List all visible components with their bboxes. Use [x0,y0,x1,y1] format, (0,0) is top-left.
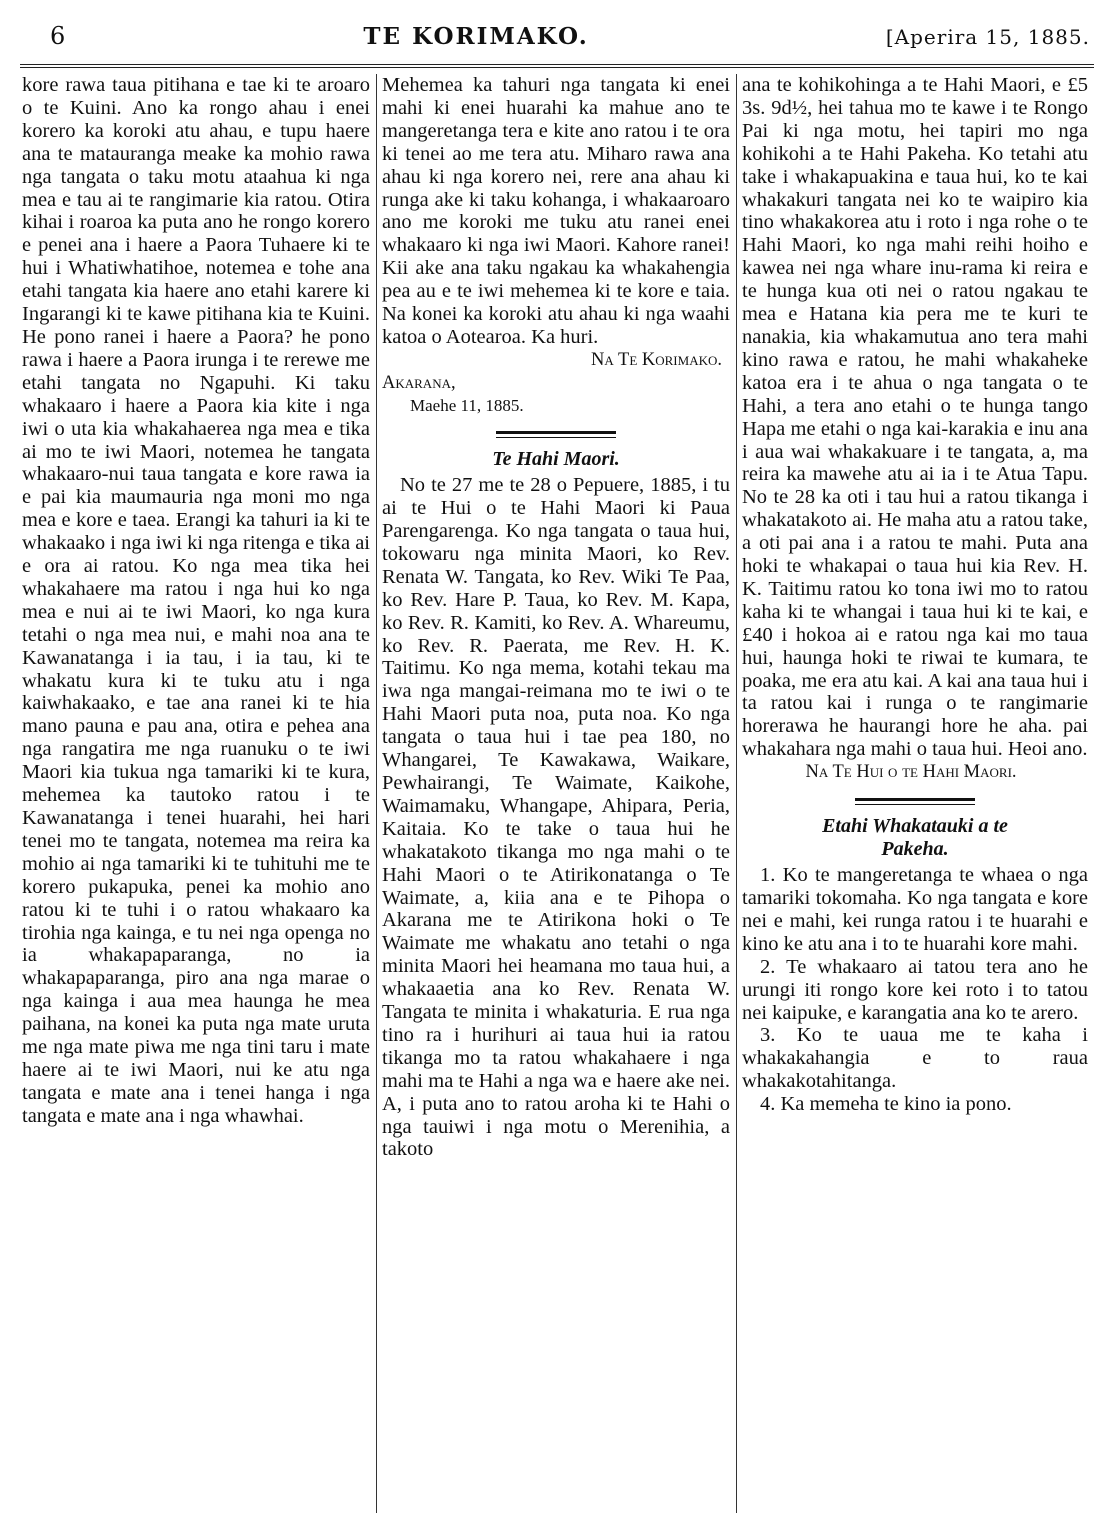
col2-place-date: Maehe 11, 1885. [410,395,524,415]
section-separator [855,798,975,805]
proverb-item-2: 2. Te whakaaro ai tatou tera ano he urungi iti rongo kore kei roto i to tatou nei kaipuke, e karangatia ana ko te arero. [742,955,1088,1024]
col2-paragraph-2: No te 27 me te 28 o Pepuere, 1885, i tu ai te Hui o te Hahi Maori ki Paua Parengarenga. Ko nga tangata o taua hui, tokowaru nga minita Maori, ko Rev. Renata W. Tangata, ko Rev. Wiki Te Paa, ko Rev. Hare P. Taua, ko Rev. M. Kapa, ko Rev. R. Kamiti, ko Rev. A. Whareumu, ko Rev. R. Paerata, me Rev. H. K. Taitimu. Ko nga mema, kotahi tekau ma iwa nga mangai-reimana mo te iwi o te Hahi Maori puta noa, puta noa. Ko nga tangata o taua hui i tae pea 180, no Whangarei, Te Kawakawa, Waikare, Pewhairangi, Te Waimate, Kaikohe, Waimamaku, Whangape, Ahipara, Peria, Kaitaia. Ko te take o taua hui he whakatakoto tikanga mo nga mahi o te Hahi Maori o te Atirikonatanga o Te Waimate, a, kiia ana e te Pihopa o Akarana me te Atirikona hoki o Te Waimate me whakatu ano tetahi o nga minita Maori hei heamana mo taua hui, a whakaaetia ana ko Rev. Renata W. Tangata te minita i whakaturia. E rua nga tino ra i hurihuri ai taua hui ia ratou tikanga mo ta ratou whakahaere i nga mahi ma te Hahi a nga wa e haere ake nei. A, i puta ano to ratou aroha ki te Hahi o nga tauiwi i nga motu o Merenihia, a takoto [382,474,730,1161]
column-divider-2 [736,74,737,1513]
col2-place: Akarana, [382,372,456,393]
col3-signature: Na Te Hui o te Hahi Maori. [805,762,1017,783]
header-rule [20,64,1094,65]
column-1 [22,74,370,1515]
masthead-title: TE KORIMAKO. [363,23,589,50]
article-heading-hahi-maori: Te Hahi Maori. [492,447,620,470]
page-header [20,22,1090,56]
header-rule-thin [20,67,1094,68]
column-3 [742,74,1088,1515]
proverb-item-4: 4. Ka memeha te kino ia pono. [760,1093,1012,1116]
col2-signature: Na Te Korimako. [590,349,722,370]
proverb-item-3: 3. Ko te uaua me te kaha i whakakahangia e to raua whakakotahitanga. [742,1024,1088,1093]
col2-paragraph-1: Mehemea ka tahuri nga tangata ki enei mahi ki enei huarahi ka mahue ano te mangeretanga tera e kite ano ratou i te ora ki tenei ao me tera atu. Miharo rawa ana ahau ki nga korero nei, rere ana ahau ki runga ake ki taku kohanga, i whakaaroaro ano me koroki me tuku atu ranei enei whakaaro ki nga iwi Maori. Kahore ranei! Kii ake ana taku ngakau ka whakahengia pea au e te iwi mehemea ki te kore e taia. Na konei ka koroki atu ahau ki nga waahi katoa o Aotearoa. Ka huri. [382,74,730,348]
issue-date: [Aperira 15, 1885. [885,25,1090,49]
column-divider-1 [376,74,377,1513]
page-number: 6 [50,22,67,50]
column-2 [382,74,730,1515]
col3-paragraph-1: ana te kohikohinga a te Hahi Maori, e £5 3s. 9d½, hei tahua mo te kawe i te Rongo Pai ki nga motu, hei tapiri mo nga kohikohi a te Hahi Pakeha. Ko tetahi atu take i whakapuakina e taua hui, ko te kai whakakuri tangata nei ko te waipiro kia tino whakakorea atu i roto i nga rohe o te Hahi Maori, ko nga mahi reihi hoiho e kawea nei nga whare inu-rama ki reira e te hunga kua oti nei o ratou ngakau te mea e Hatana kia pera me te kuri te nanakia, kia whakamutua ano tera mahi kino rawa e ratou, he mahi whakaheke katoa era i te ahua o nga tangata o te Hahi, a tera ano etahi o te hunga tango Hapa me etahi o nga kai-karakia e inu ana i aua wai whakakuare i te tangata, a, ma reira ka mawehe atu ai ia i te Atua Tapu. No te 28 ka oti i tau hui a ratou tikanga i whakatakoto ai. He maha atu a ratou take, a oti pai ana i a ratou te mahi. Puta ana hoki te whakapai o taua hui kia Rev. H. K. Taitimu ratou ko tona iwi mo to ratou kaha ki te whangai i taua hui ki te kai, e £40 i hokoa ai e ratou nga kai mo taua hui, haunga hoki te riwai te kumara, te poaka, me era atu kai. A kai ana taua hui i ta ratou kai i runga o te rangimarie horerawa he haurangi hore he aha. pai whakahara nga mahi o taua hui. Heoi ano. [742,74,1088,761]
proverb-item-1: 1. Ko te mangeretanga te whaea o nga tamariki tokomaha. Ko nga tangata e kore nei e mahi, kei runga ratou i te huarahi e kino ke atu ana i to te huarahi kore mahi. [742,864,1088,955]
article-heading-whakatauki: Etahi Whakatauki a te Pakeha. [822,815,1008,860]
col1-paragraph: kore rawa taua pitihana e tae ki te aroaro o te Kuini. Ano ka rongo ahau i enei korero ka koroki atu ahau, e tupu haere ana te matauranga meake ka mohio rawa nga tangata o taku motu ataahua ki nga mea e tau ai te rangimarie kia ratou. Otira kihai i roaroa ka puta ano he rongo korero e penei ana i haere a Paora Tuhaere ki te hui i Whatiwhatihoe, notemea e tohe ana etahi tangata kia haere ano etahi karere ki Ingarangi ki te kawe pitihana kia te Kuini. He pono ranei i haere a Paora? he pono rawa i haere a Paora irunga i te rerewe me etahi tangata no Ngapuhi. Ki taku whakaaro i haere a Paora kia kite i nga iwi o uta kia whakahaerea nga mea e tika ai mo te iwi Maori, notemea he tangata whakaaro-nui taua tangata e kore rawa ia e pai kia maumauria nga moni mo nga mea e kore e taea. Erangi ka tahuri ia ki te whakaako i nga iwi ki nga ritenga e tika ai e ora ai ratou. Ko nga mea tika hei whakahaere ma ratou i nga hui ko nga mea e nui ai te iwi Maori, ko nga kura tetahi o nga mea nui, e mahi noa ana te Kawanatanga i ia tau, i ia tau, ki te whakatu kura ki te tuku atu i nga kaiwhakaako, e tae ana ranei ki te hia mano pauna e pau ana, otira e pehea ana nga rangatira me nga ruanuku o te iwi Maori kia tukua nga tamariki ki te kura, mehemea ka tautoko ratou i te Kawanatanga i tenei huarahi, hei hari tenei mo te tangata, notemea ma reira ka mohio ai nga tamariki ki te tuhituhi me te korero pukapuka, penei ka mohio ano ratou ki te tuhi i o ratou whakaaro ka tirohia nga kainga, e tu nei nga openga no ia whakapaparanga, no ia whakapaparanga, piro ana nga marae o nga kainga i aua mea haunga he mea paihana, na konei ka puta nga mate uruta me nga mate piwa me nga tini taru i mate haere ai te iwi Maori, nui ke atu nga tangata e mate ana i tenei hanga i nga tangata e mate ana i nga whawhai. [22,74,370,1127]
section-separator [496,431,616,438]
